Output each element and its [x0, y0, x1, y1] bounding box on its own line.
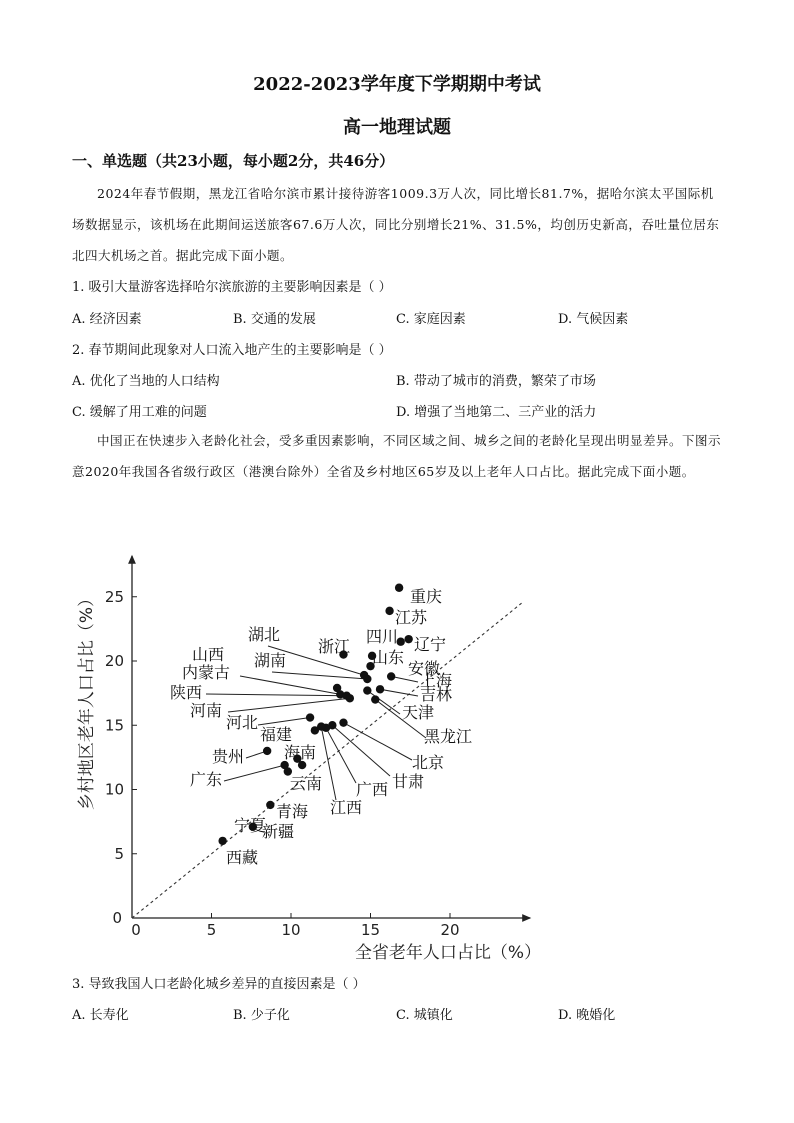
data-point [387, 672, 395, 680]
point-label: 云南 [290, 774, 323, 793]
point-label: 广东 [190, 770, 223, 789]
point-label: 西藏 [226, 848, 259, 867]
point-label: 北京 [412, 753, 445, 772]
point-label: 江西 [330, 798, 363, 817]
point-label: 甘肃 [392, 772, 425, 791]
y-tick-label: 20 [104, 652, 124, 670]
y-tick-label: 15 [104, 716, 124, 735]
data-point [385, 607, 393, 615]
q2-option-d[interactable]: D. 增强了当地第二、三产业的活力 [396, 405, 597, 420]
leader-line [258, 718, 310, 725]
point-label: 陕西 [170, 683, 203, 702]
data-point [346, 694, 354, 702]
q3-option-b[interactable]: B. 少子化 [233, 1008, 290, 1023]
q2-option-a[interactable]: A. 优化了当地的人口结构 [72, 374, 220, 389]
y-tick-label: 5 [114, 844, 124, 863]
aging-scatter-chart [0, 540, 794, 970]
y-tick-label: 10 [104, 780, 124, 799]
q3-option-a[interactable]: A. 长寿化 [72, 1008, 129, 1023]
point-label: 湖北 [248, 625, 281, 644]
x-tick-label: 5 [206, 921, 217, 939]
point-label: 福建 [260, 725, 293, 744]
question-1-stem: 1. 吸引大量游客选择哈尔滨旅游的主要影响因素是（ ） [72, 280, 392, 295]
y-tick-label: 0 [112, 909, 122, 927]
leader-line [380, 689, 418, 696]
data-point [306, 713, 314, 721]
q2-option-b[interactable]: B. 带动了城市的消费，繁荣了市场 [396, 374, 596, 389]
passage-2: 中国正在快速步入老龄化社会，受多重因素影响，不同区域之间、城乡之间的老龄化呈现出明显差异。下图示意2020年我国各省级行政区（港澳台除外）全省及乡村地区65岁及以上老年人口占比。据此完成下面小题。 [72, 433, 722, 479]
exam-subtitle: 高一地理试题 [343, 117, 451, 138]
data-point [363, 686, 371, 694]
data-point [298, 761, 306, 769]
leader-line [343, 723, 412, 760]
x-tick-label: 15 [360, 921, 381, 939]
point-label: 河北 [226, 713, 259, 732]
point-label: 天津 [402, 703, 435, 722]
section-heading: 一、单选题（共23小题，每小题2分，共46分） [72, 152, 395, 170]
point-label: 浙江 [318, 637, 351, 656]
y-axis-title: 乡村地区老年人口占比（%） [77, 589, 97, 811]
q1-option-a[interactable]: A. 经济因素 [72, 312, 142, 327]
point-label: 山东 [372, 648, 405, 667]
data-point [266, 801, 274, 809]
q1-option-d[interactable]: D. 气候因素 [558, 312, 629, 327]
q2-option-c[interactable]: C. 缓解了用工难的问题 [72, 405, 207, 420]
point-label: 河南 [190, 701, 223, 720]
point-label: 青海 [276, 802, 309, 821]
data-point [376, 685, 384, 693]
data-point [317, 722, 325, 730]
passage-1: 2024年春节假期，黑龙江省哈尔滨市累计接待游客1009.3万人次，同比增长81.7%，据哈尔滨太平国际机场数据显示，该机场在此期间运送旅客67.6万人次，同比分别增长21%、31.5%，均创历史新高，吞吐量位居东北四大机场之首。据此完成下面小题。 [72, 186, 720, 263]
question-2-stem: 2. 春节期间此现象对人口流入地产生的主要影响是（ ） [72, 343, 392, 358]
data-point [218, 837, 226, 845]
point-label: 新疆 [262, 822, 295, 841]
data-point [404, 635, 412, 643]
point-label: 安徽 [408, 659, 441, 678]
q3-option-d[interactable]: D. 晚婚化 [558, 1008, 616, 1023]
point-label: 内蒙古 [182, 663, 231, 682]
data-point [363, 675, 371, 683]
data-point [371, 695, 379, 703]
point-label: 海南 [284, 743, 317, 762]
point-label: 重庆 [410, 587, 443, 606]
point-label: 四川 [366, 627, 399, 646]
point-label: 江苏 [395, 608, 428, 627]
leader-line [272, 672, 367, 679]
x-tick-label: 10 [281, 921, 301, 939]
y-tick-label: 25 [104, 587, 124, 606]
point-label: 吉林 [420, 685, 453, 704]
x-tick-label: 20 [440, 921, 460, 939]
point-label: 宁夏 [234, 816, 267, 835]
point-label: 广西 [356, 780, 389, 799]
leader-line [224, 765, 285, 781]
point-label: 辽宁 [414, 635, 447, 654]
data-point [339, 718, 347, 726]
exam-title: 2022-2023学年度下学期期中考试 [253, 74, 541, 95]
x-tick-label: 0 [131, 921, 141, 939]
point-label: 湖南 [254, 651, 287, 670]
point-label: 上海 [420, 671, 453, 690]
data-point [395, 584, 403, 592]
q3-option-c[interactable]: C. 城镇化 [396, 1008, 453, 1023]
point-label: 山西 [192, 645, 225, 664]
leader-line [240, 676, 340, 694]
point-label: 黑龙江 [424, 727, 473, 746]
q1-option-b[interactable]: B. 交通的发展 [233, 312, 316, 327]
data-point [263, 747, 271, 755]
question-3-stem: 3. 导致我国人口老龄化城乡差异的直接因素是（ ） [72, 977, 366, 992]
leader-line [206, 694, 347, 696]
leader-line [228, 698, 350, 712]
point-label: 贵州 [212, 747, 245, 766]
x-axis-title: 全省老年人口占比（%） [354, 943, 542, 963]
q1-option-c[interactable]: C. 家庭因素 [396, 312, 466, 327]
